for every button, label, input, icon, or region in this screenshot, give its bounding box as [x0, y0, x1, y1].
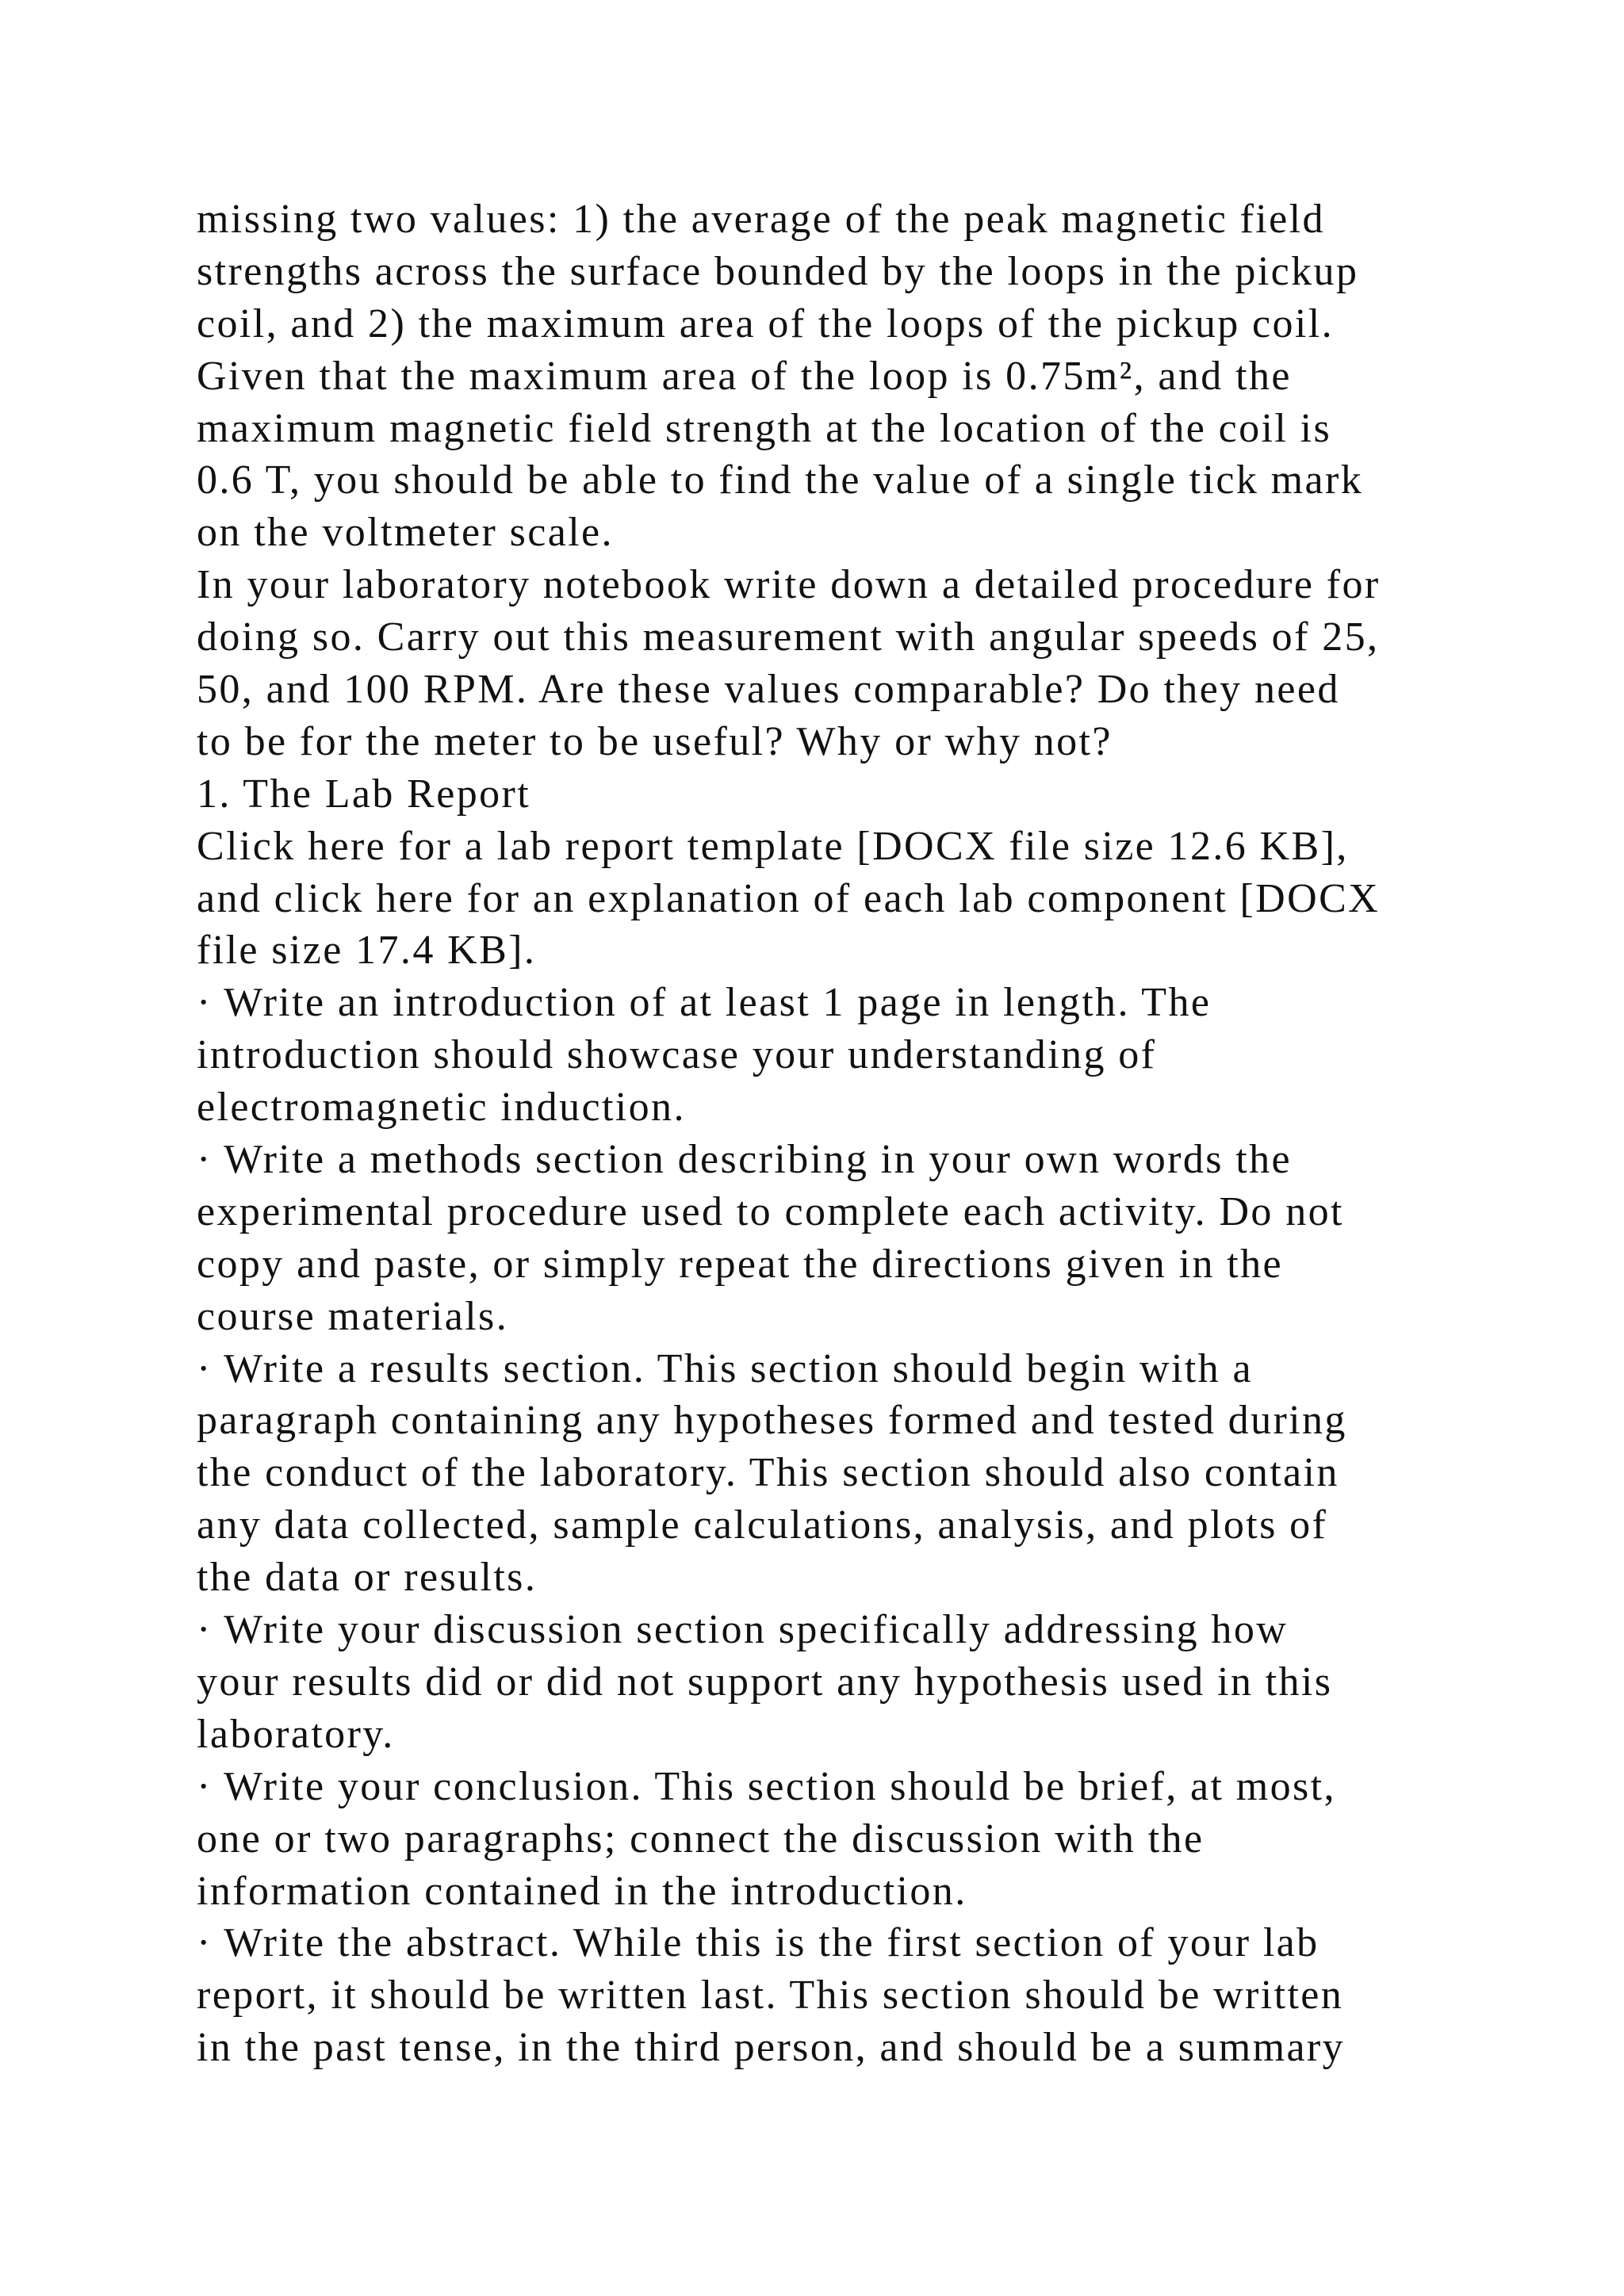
text-line: information contained in the introduction. — [197, 1868, 967, 1914]
text-line: to be for the meter to be useful? Why or why not? — [197, 718, 1113, 764]
text-line: strengths across the surface bounded by the loops in the pickup — [197, 248, 1359, 294]
text-line: one or two paragraphs; connect the discussion with the — [197, 1816, 1205, 1862]
text-line: copy and paste, or simply repeat the directions given in the — [197, 1241, 1283, 1287]
text-line: paragraph containing any hypotheses formed and tested during — [197, 1398, 1347, 1444]
text-line: 0.6 T, you should be able to find the value of a single tick mark — [197, 457, 1364, 503]
text-line: report, it should be written last. This section should be written — [197, 1973, 1344, 2019]
text-line: 50, and 100 RPM. Are these values comparable? Do they need — [197, 667, 1340, 713]
text-line: laboratory. — [197, 1711, 395, 1757]
bullet-abstract: · Write the abstract. While this is the first section of your lab — [197, 1920, 1320, 1966]
text-line: In your laboratory notebook write down a detailed procedure for — [197, 562, 1381, 608]
text-line: any data collected, sample calculations, analysis, and plots of — [197, 1502, 1328, 1548]
text-line: course materials. — [197, 1293, 509, 1339]
text-line: the data or results. — [197, 1555, 538, 1601]
section-heading: 1. The Lab Report — [197, 771, 531, 817]
text-line: your results did or did not support any hypothesis used in this — [197, 1659, 1333, 1705]
text-line: maximum magnetic field strength at the location of the coil is — [197, 405, 1332, 451]
text-line: the conduct of the laboratory. This section should also contain — [197, 1450, 1339, 1496]
text-line: Given that the maximum area of the loop is 0.75m², and the — [197, 353, 1292, 399]
text-line: doing so. Carry out this measurement with angular speeds of 25, — [197, 614, 1380, 660]
text-line: introduction should showcase your understanding of — [197, 1032, 1157, 1078]
text-line: in the past tense, in the third person, and should be a summary — [197, 2025, 1346, 2071]
explanation-link-line: and click here for an explanation of each lab component [DOCX — [197, 875, 1381, 921]
bullet-introduction: · Write an introduction of at least 1 page in length. The — [197, 980, 1212, 1026]
text-line: on the voltmeter scale. — [197, 510, 614, 556]
bullet-conclusion: · Write your conclusion. This section should be brief, at most, — [197, 1763, 1336, 1809]
text-line: coil, and 2) the maximum area of the loops of the pickup coil. — [197, 300, 1334, 346]
bullet-results: · Write a results section. This section should begin with a — [197, 1345, 1253, 1391]
bullet-methods: · Write a methods section describing in your own words the — [197, 1137, 1293, 1183]
text-line: file size 17.4 KB]. — [197, 928, 537, 974]
text-line: electromagnetic induction. — [197, 1085, 686, 1131]
text-line: experimental procedure used to complete each activity. Do not — [197, 1188, 1344, 1234]
document-body — [197, 193, 1497, 2074]
bullet-discussion: · Write your discussion section specifically addressing how — [197, 1607, 1289, 1653]
template-link-line: Click here for a lab report template [DOCX file size 12.6 KB], — [197, 823, 1349, 869]
text-line: missing two values: 1) the average of the peak magnetic field — [197, 197, 1325, 242]
